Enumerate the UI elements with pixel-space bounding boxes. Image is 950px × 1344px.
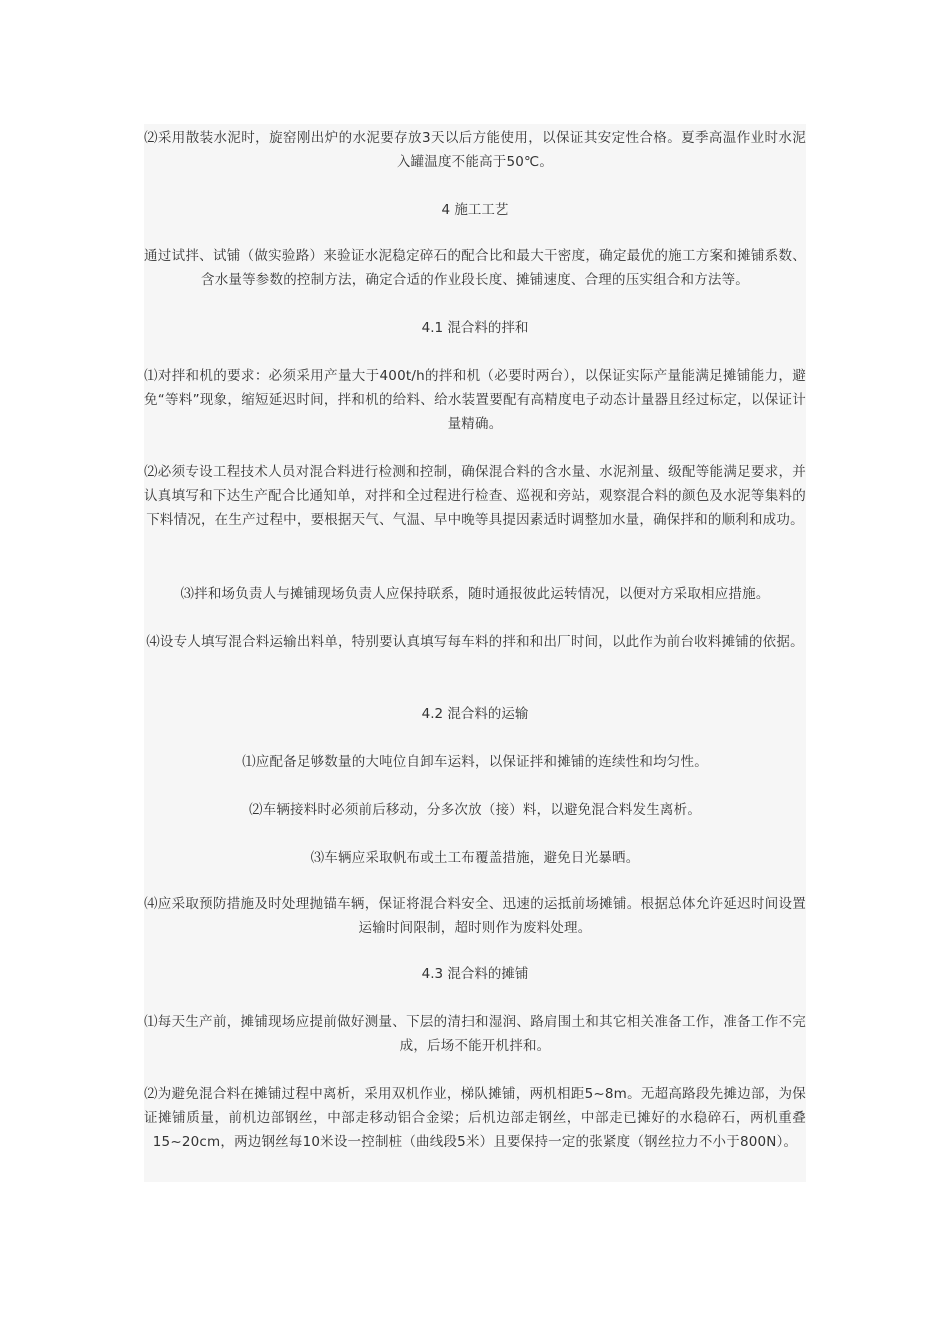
paragraph-site-contact: ⑶拌和场负责人与摊铺现场负责人应保持联系，随时通报彼此运转情况，以便对方采取相应措施。 [180,586,770,602]
paragraph-breakdown-handling: ⑷应采取预防措施及时处理抛锚车辆，保证将混合料安全、迅速的运抵前场摊铺。根据总体允许延迟时间设置运输时间限制，超时则作为废料处理。 [144,896,806,936]
section-heading-construction-process: 4 施工工艺 [441,202,509,218]
paragraph-dual-paver: ⑵为避免混合料在摊铺过程中离析，采用双机作业，梯队摊铺，两机相距5~8m。无超高路段先摊边部，为保证摊铺质量，前机边部钢丝，中部走移动铝合金梁；后机边部走钢丝，中部走已摊好的水稳碎石，两机重叠15~20cm，两边钢丝每10米设一控制桩（曲线段5米）且要保持一定的张紧度（钢丝拉力不小于800N）。 [144,1086,806,1150]
paragraph-trial-mix: 通过试拌、试铺（做实验路）来验证水泥稳定碎石的配合比和最大干密度，确定最优的施工方案和摊铺系数、含水量等参数的控制方法，确定合适的作业段长度、摊铺速度、合理的压实组合和方法等。 [144,248,806,288]
paragraph-loading-movement: ⑵车辆接料时必须前后移动，分多次放（接）料，以避免混合料发生离析。 [248,802,702,818]
paragraph-dump-trucks: ⑴应配备足够数量的大吨位自卸车运料，以保证拌和摊铺的连续性和均匀性。 [242,754,708,770]
paragraph-delivery-slip: ⑷设专人填写混合料运输出料单，特别要认真填写每车料的拌和和出厂时间，以此作为前台收料摊铺的依据。 [146,634,804,650]
paragraph-daily-preparation: ⑴每天生产前，摊铺现场应提前做好测量、下层的清扫和湿润、路肩围土和其它相关准备工作，准备工作不完成，后场不能开机拌和。 [144,1014,806,1054]
paragraph-truck-cover: ⑶车辆应采取帆布或土工布覆盖措施，避免日光暴晒。 [310,850,640,866]
subsection-heading-transport: 4.2 混合料的运输 [421,706,529,722]
paragraph-cement-storage: ⑵采用散装水泥时，旋窑刚出炉的水泥要存放3天以后方能使用，以保证其安定性合格。夏季高温作业时水泥入罐温度不能高于50℃。 [144,130,806,170]
paragraph-mixer-requirements: ⑴对拌和机的要求：必须采用产量大于400t/h的拌和机（必要时两台），以保证实际产量能满足摊铺能力，避免“等料”现象，缩短延迟时间，拌和机的给料、给水装置要配有高精度电子动态计量器且经过标定，以保证计量精确。 [144,368,806,432]
subsection-heading-paving: 4.3 混合料的摊铺 [421,966,529,982]
paragraph-technical-staff: ⑵必须专设工程技术人员对混合料进行检测和控制，确保混合料的含水量、水泥剂量、级配等能满足要求，并认真填写和下达生产配合比通知单，对拌和全过程进行检查、巡视和旁站，观察混合料的颜色及水泥等集料的下料情况，在生产过程中，要根据天气、气温、早中晚等具提因素适时调整加水量，确保拌和的顺利和成功。 [144,464,806,528]
subsection-heading-mixing: 4.1 混合料的拌和 [421,320,529,336]
